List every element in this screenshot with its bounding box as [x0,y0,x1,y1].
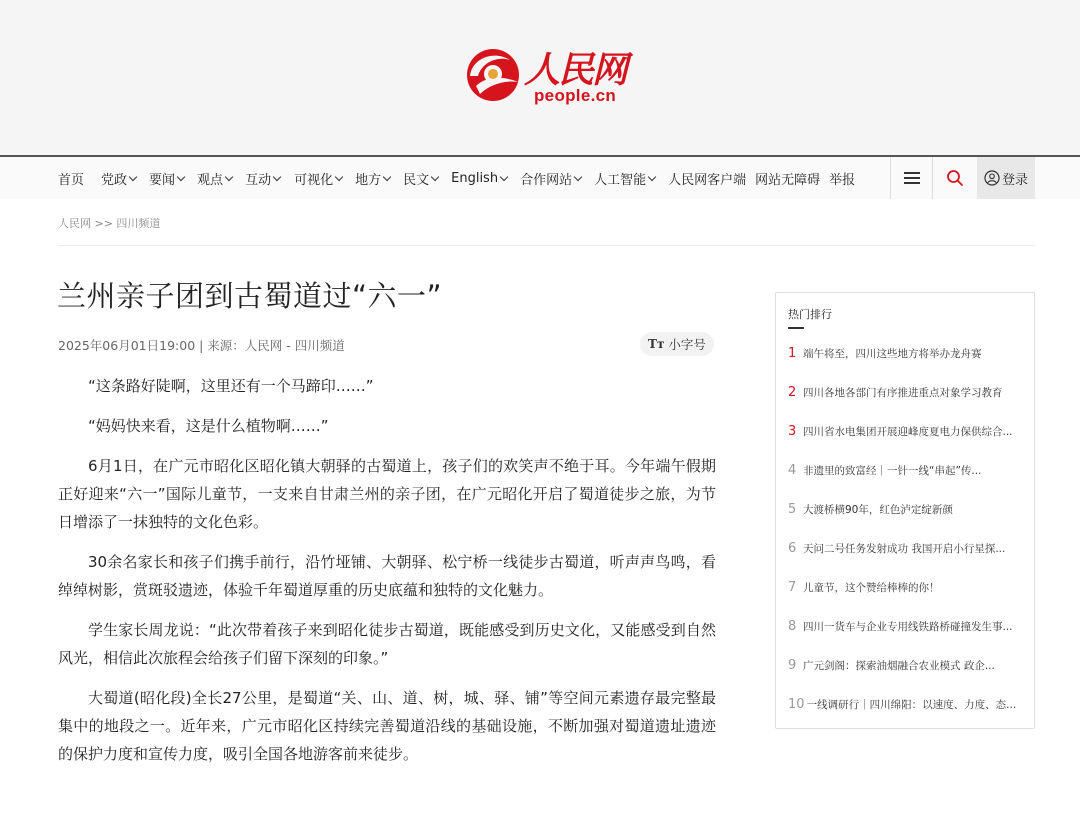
font-size-label: 小字号 [668,337,706,352]
logo-text-cn: 人民网 [524,49,627,91]
nav-item[interactable] [245,169,280,188]
article-paragraph: 30余名家长和孩子们携手前行，沿竹垭铺、大朝驿、松宁桥一线徒步古蜀道，听声声鸟鸣，看绰绰树影，赏斑驳遗迹，体验千年蜀道厚重的历史底蕴和独特的文化魅力。 [58,553,716,599]
hot-ranking-link[interactable]: 非遗里的致富经｜一针一线“串起”传... [803,465,982,477]
article-paragraph: “妈妈快来看，这是什么植物啊……” [88,417,329,435]
nav-item[interactable] [58,169,84,188]
rank-number: 2 [788,385,797,400]
nav-item-label: 党政 [101,172,128,188]
nav-item[interactable] [101,169,136,188]
rank-number: 3 [788,424,797,439]
nav-item[interactable] [451,171,507,186]
nav-item-label: 地方 [355,172,382,188]
hot-ranking-item[interactable] [788,373,1024,412]
nav-item-label: 举报 [829,172,856,188]
title-underline [788,327,804,329]
article-paragraph: “这条路好陡啊，这里还有一个马蹄印……” [88,377,374,395]
hot-ranking-item[interactable] [788,529,1024,568]
hot-ranking-link[interactable]: 大渡桥横90年，红色泸定绽新颜 [803,504,953,516]
nav-item[interactable] [294,169,342,188]
article-body [58,372,716,780]
hot-ranking-item[interactable] [788,334,1024,373]
nav-item[interactable] [149,169,184,188]
nav-item-label: 人民网客户端 [668,172,747,188]
hot-ranking-item[interactable] [788,568,1024,607]
rank-number: 1 [788,346,797,361]
search-button[interactable] [932,157,976,199]
article-paragraph: 大蜀道(昭化段)全长27公里，是蜀道“关、山、道、树，城、驿、铺”等空间元素遗存最完整最集中的地段之一。近年来，广元市昭化区持续完善蜀道沿线的基础设施，不断加强对蜀道遗址遗迹的保护力度和宣传力度，吸引全国各地游客前来徒步。 [58,689,716,763]
chevron-down-icon [648,172,656,180]
article-title: 兰州亲子团到古蜀道过“六一” [57,279,443,313]
article-paragraph: 6月1日，在广元市昭化区昭化镇大朝驿的古蜀道上，孩子们的欢笑声不绝于耳。今年端午假期正好迎来“六一”国际儿童节，一支来自甘肃兰州的亲子团，在广元昭化开启了蜀道徒步之旅，为节日增添了一抹独特的文化色彩。 [58,457,716,531]
chevron-down-icon [225,172,233,180]
site-logo[interactable] [464,42,629,106]
search-icon [946,169,964,187]
nav-item[interactable] [755,169,820,188]
chevron-down-icon [177,172,185,180]
hot-ranking-item[interactable] [788,490,1024,529]
font-size-icon: Tт [648,337,665,351]
hot-ranking-list [788,334,1024,724]
hot-ranking-item[interactable] [788,607,1024,646]
logo-text-en: people.cn [534,86,617,105]
hot-ranking-item[interactable] [788,412,1024,451]
nav-item-label: 互动 [245,172,272,188]
rank-number: 9 [788,658,797,673]
chevron-down-icon [129,172,137,180]
chevron-down-icon [273,172,281,180]
main-nav [0,155,1080,199]
chevron-down-icon [335,172,343,180]
nav-item-label: English [451,170,499,186]
nav-item-label: 合作网站 [520,172,573,188]
rank-number: 10 [788,697,805,712]
hot-ranking-link[interactable]: 四川一货车与企业专用线铁路桥碰撞发生事... [803,621,1013,633]
menu-button[interactable] [890,157,932,199]
divider [58,245,1035,246]
nav-item-label: 观点 [197,172,224,188]
hot-ranking-item[interactable] [788,685,1024,724]
article-paragraph: 学生家长周龙说：“此次带着孩子来到昭化徒步古蜀道，既能感受到历史文化，又能感受到自然风光，相信此次旅程会给孩子们留下深刻的印象。” [58,621,716,667]
rank-number: 4 [788,463,797,478]
nav-item-label: 人工智能 [594,172,647,188]
hot-ranking-panel [775,292,1035,729]
nav-item-label: 首页 [58,172,85,188]
nav-item-label: 民文 [403,172,430,188]
article-meta: 2025年06月01日19:00 | 来源：人民网 - 四川频道 [58,338,345,353]
nav-item[interactable] [403,169,438,188]
hot-ranking-link[interactable]: 天问二号任务发射成功 我国开启小行星探... [803,543,1006,555]
nav-item[interactable] [520,169,581,188]
hot-ranking-link[interactable]: 四川各地各部门有序推进重点对象学习教育 [803,387,1003,399]
nav-item[interactable] [668,169,746,188]
rank-number: 8 [788,619,797,634]
nav-item-label: 可视化 [294,172,334,188]
nav-item[interactable] [594,169,655,188]
login-label: 登录 [1001,172,1028,188]
chevron-down-icon [500,172,508,180]
font-size-toggle[interactable] [640,332,714,356]
hot-ranking-item[interactable] [788,646,1024,685]
user-icon [984,170,1000,186]
chevron-down-icon [574,172,582,180]
hot-ranking-link[interactable]: 广元剑阁：探索油烟融合农业模式 政企... [803,660,995,672]
logo-swirl-icon [464,46,522,102]
hot-ranking-link[interactable]: 儿童节，这个赞给棒棒的你！ [803,582,940,594]
hamburger-icon [904,172,920,184]
rank-number: 7 [788,580,797,595]
nav-item[interactable] [197,169,232,188]
hot-ranking-title: 热门排行 [788,308,832,321]
rank-number: 6 [788,541,797,556]
nav-item-label: 要闻 [149,172,176,188]
hot-ranking-item[interactable] [788,451,1024,490]
nav-item[interactable] [355,169,390,188]
hot-ranking-link[interactable]: 四川省水电集团开展迎峰度夏电力保供综合... [803,426,1013,438]
nav-item-label: 网站无障碍 [755,172,821,188]
hot-ranking-link[interactable]: 一线调研行｜四川绵阳：以速度、力度、态... [806,699,1017,711]
login-button[interactable] [977,157,1035,199]
nav-items [58,157,855,199]
site-header [0,0,1080,155]
breadcrumb[interactable]: 人民网 >> 四川频道 [58,217,161,230]
rank-number: 5 [788,502,797,517]
chevron-down-icon [431,172,439,180]
hot-ranking-link[interactable]: 端午将至，四川这些地方将举办龙舟赛 [803,348,982,360]
chevron-down-icon [383,172,391,180]
nav-item[interactable] [829,169,855,188]
